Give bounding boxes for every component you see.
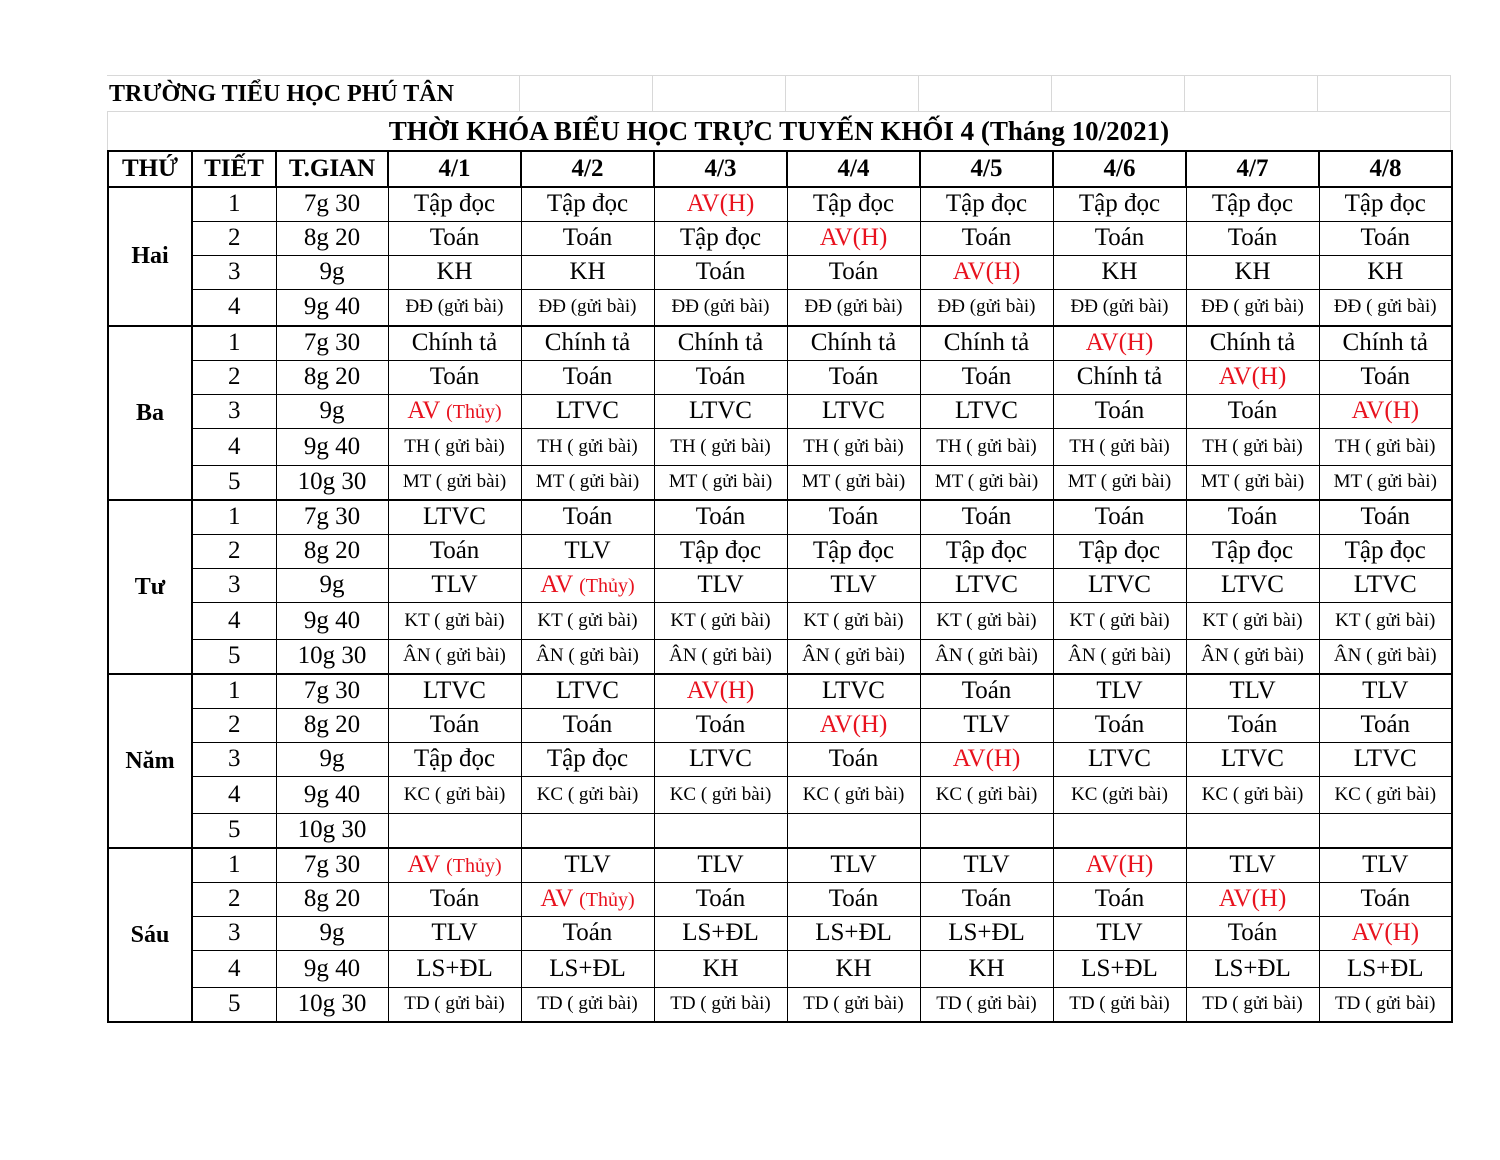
subject-cell: TLV (920, 708, 1053, 742)
subject-cell: Toán (787, 255, 920, 289)
subject-cell: Toán (920, 674, 1053, 708)
period-cell: 3 (192, 394, 276, 428)
subject-cell: LTVC (521, 674, 654, 708)
subject-cell: MT ( gửi bài) (388, 465, 521, 500)
subject-cell: Toán (388, 360, 521, 394)
subject-cell: ÂN ( gửi bài) (388, 639, 521, 674)
subject-cell: TLV (787, 848, 920, 882)
subject-cell: AV(H) (1186, 882, 1319, 916)
time-cell: 8g 20 (276, 360, 388, 394)
subject-cell: ĐĐ (gửi bài) (920, 289, 1053, 326)
subject-cell: LS+ĐL (787, 916, 920, 950)
time-cell: 8g 20 (276, 708, 388, 742)
subject-cell: Chính tả (654, 326, 787, 360)
subject-cell: Tập đọc (787, 534, 920, 568)
subject-cell: MT ( gửi bài) (1186, 465, 1319, 500)
table-row (108, 776, 1452, 813)
table-row (108, 602, 1452, 639)
subject-cell: ÂN ( gửi bài) (1319, 639, 1452, 674)
table-row (108, 221, 1452, 255)
table-row (108, 950, 1452, 987)
subject-cell: LTVC (521, 394, 654, 428)
subject-cell: Toán (1053, 221, 1186, 255)
timetable-title: THỜI KHÓA BIỂU HỌC TRỰC TUYẾN KHỐI 4 (Tháng 10/2021) (107, 111, 1451, 150)
subject-cell: MT ( gửi bài) (1319, 465, 1452, 500)
subject-cell: KT ( gửi bài) (388, 602, 521, 639)
subject-cell: AV(H) (1319, 916, 1452, 950)
day-cell: Hai (108, 187, 192, 326)
header-cell: 4/3 (654, 151, 787, 187)
header-cell: 4/5 (920, 151, 1053, 187)
subject-cell: MT ( gửi bài) (521, 465, 654, 500)
subject-cell (787, 813, 920, 848)
time-cell: 7g 30 (276, 674, 388, 708)
subject-cell: Toán (521, 916, 654, 950)
time-cell: 9g (276, 255, 388, 289)
subject-cell: LTVC (1186, 568, 1319, 602)
subject-cell: TLV (920, 848, 1053, 882)
subject-cell: TLV (1186, 674, 1319, 708)
subject-cell (1186, 813, 1319, 848)
school-row (107, 75, 1451, 111)
period-cell: 1 (192, 848, 276, 882)
period-cell: 5 (192, 813, 276, 848)
subject-cell: Tập đọc (388, 742, 521, 776)
subject-cell: Toán (920, 360, 1053, 394)
subject-cell: Tập đọc (787, 187, 920, 221)
period-cell: 1 (192, 187, 276, 221)
subject-cell: TLV (654, 568, 787, 602)
subject-cell: LTVC (787, 674, 920, 708)
subject-cell: TD ( gửi bài) (521, 987, 654, 1022)
subject-cell: AV(H) (787, 708, 920, 742)
subject-cell: ÂN ( gửi bài) (920, 639, 1053, 674)
subject-cell: KH (920, 950, 1053, 987)
subject-cell: ĐĐ (gửi bài) (654, 289, 787, 326)
time-cell: 9g 40 (276, 289, 388, 326)
subject-cell: Toán (1186, 916, 1319, 950)
header-cell: 4/6 (1053, 151, 1186, 187)
table-row (108, 428, 1452, 465)
period-cell: 4 (192, 289, 276, 326)
subject-cell: AV(H) (1319, 394, 1452, 428)
subject-cell: Chính tả (388, 326, 521, 360)
time-cell: 10g 30 (276, 813, 388, 848)
subject-cell: TLV (1319, 674, 1452, 708)
subject-cell: KC ( gửi bài) (654, 776, 787, 813)
subject-cell: Toán (388, 221, 521, 255)
subject-cell: AV(H) (787, 221, 920, 255)
table-row (108, 360, 1452, 394)
subject-cell: TH ( gửi bài) (388, 428, 521, 465)
subject-cell (521, 813, 654, 848)
table-row (108, 848, 1452, 882)
period-cell: 3 (192, 255, 276, 289)
header-cell: THỨ (108, 151, 192, 187)
subject-cell: ĐĐ (gửi bài) (787, 289, 920, 326)
header-cell: 4/2 (521, 151, 654, 187)
time-cell: 9g (276, 742, 388, 776)
subject-cell: KC ( gửi bài) (1319, 776, 1452, 813)
subject-cell: AV (Thủy) (388, 848, 521, 882)
timetable-sheet (107, 75, 1451, 1023)
table-row (108, 916, 1452, 950)
subject-cell: LS+ĐL (1053, 950, 1186, 987)
subject-cell: Toán (787, 882, 920, 916)
subject-cell: Toán (1186, 394, 1319, 428)
period-cell: 2 (192, 708, 276, 742)
subject-cell: TH ( gửi bài) (920, 428, 1053, 465)
table-row (108, 639, 1452, 674)
subject-cell: KH (388, 255, 521, 289)
subject-cell: Toán (787, 742, 920, 776)
period-cell: 5 (192, 987, 276, 1022)
time-cell: 8g 20 (276, 534, 388, 568)
subject-cell: Toán (654, 500, 787, 534)
subject-cell: TLV (1053, 916, 1186, 950)
period-cell: 1 (192, 326, 276, 360)
subject-cell: AV(H) (654, 187, 787, 221)
subject-cell: KH (787, 950, 920, 987)
subject-cell: TD ( gửi bài) (1319, 987, 1452, 1022)
time-cell: 9g (276, 568, 388, 602)
subject-cell: ÂN ( gửi bài) (1186, 639, 1319, 674)
subject-cell: Tập đọc (388, 187, 521, 221)
subject-cell: Chính tả (1053, 360, 1186, 394)
day-cell: Năm (108, 674, 192, 848)
subject-cell: TD ( gửi bài) (787, 987, 920, 1022)
subject-cell: KT ( gửi bài) (521, 602, 654, 639)
time-cell: 7g 30 (276, 187, 388, 221)
subject-cell: TH ( gửi bài) (654, 428, 787, 465)
subject-cell: TLV (1053, 674, 1186, 708)
table-row (108, 708, 1452, 742)
subject-cell: LS+ĐL (1319, 950, 1452, 987)
subject-cell: MT ( gửi bài) (1053, 465, 1186, 500)
subject-cell: Toán (1319, 708, 1452, 742)
subject-cell: TLV (521, 848, 654, 882)
subject-cell: Tập đọc (920, 187, 1053, 221)
subject-cell: Toán (654, 360, 787, 394)
subject-cell: TH ( gửi bài) (1053, 428, 1186, 465)
subject-cell: LTVC (1053, 742, 1186, 776)
subject-cell: LTVC (388, 500, 521, 534)
header-cell: 4/4 (787, 151, 920, 187)
subject-cell: AV(H) (920, 742, 1053, 776)
subject-cell: KC (gửi bài) (1053, 776, 1186, 813)
subject-cell: AV (Thủy) (388, 394, 521, 428)
subject-cell: TH ( gửi bài) (787, 428, 920, 465)
subject-cell: AV(H) (1186, 360, 1319, 394)
period-cell: 2 (192, 882, 276, 916)
subject-cell: KH (1319, 255, 1452, 289)
time-cell: 9g 40 (276, 776, 388, 813)
subject-cell: KT ( gửi bài) (1186, 602, 1319, 639)
time-cell: 10g 30 (276, 987, 388, 1022)
table-row (108, 882, 1452, 916)
subject-cell: Toán (521, 360, 654, 394)
subject-cell: TLV (787, 568, 920, 602)
table-row (108, 500, 1452, 534)
subject-cell: Tập đọc (920, 534, 1053, 568)
subject-cell: TLV (1319, 848, 1452, 882)
time-cell: 10g 30 (276, 465, 388, 500)
subject-cell: AV (Thủy) (521, 882, 654, 916)
table-row (108, 987, 1452, 1022)
table-row (108, 394, 1452, 428)
subject-cell: Toán (1186, 500, 1319, 534)
subject-cell: Toán (521, 500, 654, 534)
subject-cell: Chính tả (787, 326, 920, 360)
subject-cell: AV(H) (1053, 848, 1186, 882)
period-cell: 3 (192, 568, 276, 602)
subject-cell: LTVC (787, 394, 920, 428)
subject-cell: Tập đọc (1053, 187, 1186, 221)
subject-cell: TD ( gửi bài) (1053, 987, 1186, 1022)
subject-cell: Tập đọc (1053, 534, 1186, 568)
subject-cell: Chính tả (1186, 326, 1319, 360)
subject-cell: KH (1053, 255, 1186, 289)
period-cell: 3 (192, 916, 276, 950)
subject-cell: Chính tả (521, 326, 654, 360)
period-cell: 5 (192, 639, 276, 674)
subject-cell: AV(H) (1053, 326, 1186, 360)
period-cell: 4 (192, 776, 276, 813)
subject-cell: TLV (654, 848, 787, 882)
subject-cell: AV (Thủy) (521, 568, 654, 602)
subject-cell: Toán (920, 882, 1053, 916)
subject-cell: MT ( gửi bài) (787, 465, 920, 500)
subject-cell: Toán (521, 708, 654, 742)
subject-cell: Tập đọc (521, 742, 654, 776)
subject-cell: TD ( gửi bài) (1186, 987, 1319, 1022)
period-cell: 2 (192, 534, 276, 568)
subject-cell: KC ( gửi bài) (920, 776, 1053, 813)
subject-cell: LTVC (654, 742, 787, 776)
period-cell: 4 (192, 950, 276, 987)
subject-cell: TD ( gửi bài) (654, 987, 787, 1022)
subject-cell: Tập đọc (521, 187, 654, 221)
subject-cell: TD ( gửi bài) (920, 987, 1053, 1022)
time-cell: 9g 40 (276, 950, 388, 987)
period-cell: 2 (192, 360, 276, 394)
subject-cell: Toán (787, 360, 920, 394)
subject-cell: KT ( gửi bài) (920, 602, 1053, 639)
table-row (108, 465, 1452, 500)
subject-cell: TLV (388, 568, 521, 602)
subject-cell (920, 813, 1053, 848)
subject-cell: Tập đọc (654, 534, 787, 568)
subject-cell: AV(H) (920, 255, 1053, 289)
subject-cell: KT ( gửi bài) (1319, 602, 1452, 639)
subject-cell: TLV (521, 534, 654, 568)
subject-cell (1319, 813, 1452, 848)
subject-cell (1053, 813, 1186, 848)
subject-cell: ĐĐ ( gửi bài) (1319, 289, 1452, 326)
period-cell: 4 (192, 602, 276, 639)
period-cell: 1 (192, 674, 276, 708)
time-cell: 8g 20 (276, 882, 388, 916)
subject-cell: Toán (1053, 394, 1186, 428)
subject-cell: LTVC (1186, 742, 1319, 776)
subject-cell: LTVC (1053, 568, 1186, 602)
subject-cell: Tập đọc (1186, 187, 1319, 221)
time-cell: 9g 40 (276, 428, 388, 465)
subject-cell: LTVC (1319, 568, 1452, 602)
subject-cell: Toán (654, 255, 787, 289)
time-cell: 8g 20 (276, 221, 388, 255)
table-row (108, 289, 1452, 326)
subject-cell: TH ( gửi bài) (1186, 428, 1319, 465)
subject-cell: LS+ĐL (521, 950, 654, 987)
subject-cell: ÂN ( gửi bài) (654, 639, 787, 674)
subject-cell: Toán (1319, 360, 1452, 394)
subject-cell (388, 813, 521, 848)
subject-cell: MT ( gửi bài) (920, 465, 1053, 500)
timetable-body (108, 187, 1452, 1022)
subject-cell: Toán (654, 882, 787, 916)
subject-cell: Toán (1186, 708, 1319, 742)
subject-cell: Toán (1186, 221, 1319, 255)
subject-cell: KC ( gửi bài) (1186, 776, 1319, 813)
header-cell: 4/8 (1319, 151, 1452, 187)
subject-cell: KH (521, 255, 654, 289)
header-cell: 4/7 (1186, 151, 1319, 187)
table-row (108, 568, 1452, 602)
subject-cell: Toán (1053, 708, 1186, 742)
header-cell: 4/1 (388, 151, 521, 187)
subject-cell: Toán (1319, 221, 1452, 255)
table-row (108, 674, 1452, 708)
subject-cell: LTVC (388, 674, 521, 708)
table-row (108, 255, 1452, 289)
subject-cell: KT ( gửi bài) (654, 602, 787, 639)
subject-cell: TLV (388, 916, 521, 950)
subject-cell: Tập đọc (1319, 187, 1452, 221)
subject-cell: Toán (1319, 500, 1452, 534)
timetable (107, 150, 1453, 1023)
period-cell: 4 (192, 428, 276, 465)
subject-cell: Toán (388, 708, 521, 742)
subject-cell: ĐĐ (gửi bài) (521, 289, 654, 326)
time-cell: 10g 30 (276, 639, 388, 674)
table-row (108, 326, 1452, 360)
subject-cell: ĐĐ (gửi bài) (1053, 289, 1186, 326)
subject-cell: Toán (388, 882, 521, 916)
subject-cell: ĐĐ (gửi bài) (388, 289, 521, 326)
subject-cell: KT ( gửi bài) (1053, 602, 1186, 639)
subject-cell: TD ( gửi bài) (388, 987, 521, 1022)
subject-cell: Toán (388, 534, 521, 568)
subject-cell: LTVC (920, 568, 1053, 602)
subject-cell: ÂN ( gửi bài) (787, 639, 920, 674)
subject-cell: Toán (787, 500, 920, 534)
period-cell: 1 (192, 500, 276, 534)
subject-cell: TH ( gửi bài) (521, 428, 654, 465)
subject-cell: LS+ĐL (920, 916, 1053, 950)
subject-cell: LTVC (654, 394, 787, 428)
table-row (108, 742, 1452, 776)
subject-cell: KC ( gửi bài) (521, 776, 654, 813)
subject-cell: LTVC (1319, 742, 1452, 776)
subject-cell: KH (1186, 255, 1319, 289)
subject-cell: Toán (1053, 882, 1186, 916)
table-row (108, 813, 1452, 848)
subject-cell: LS+ĐL (654, 916, 787, 950)
header-cell: T.GIAN (276, 151, 388, 187)
subject-cell: Chính tả (920, 326, 1053, 360)
period-cell: 2 (192, 221, 276, 255)
subject-cell: KC ( gửi bài) (388, 776, 521, 813)
subject-cell: MT ( gửi bài) (654, 465, 787, 500)
subject-cell: TH ( gửi bài) (1319, 428, 1452, 465)
table-row (108, 187, 1452, 221)
subject-cell: KC ( gửi bài) (787, 776, 920, 813)
subject-cell: Tập đọc (1186, 534, 1319, 568)
subject-cell: Tập đọc (1319, 534, 1452, 568)
subject-cell: ĐĐ ( gửi bài) (1186, 289, 1319, 326)
time-cell: 7g 30 (276, 500, 388, 534)
subject-cell: Tập đọc (654, 221, 787, 255)
subject-cell: Toán (920, 221, 1053, 255)
subject-cell: LS+ĐL (1186, 950, 1319, 987)
period-cell: 3 (192, 742, 276, 776)
subject-cell: ÂN ( gửi bài) (1053, 639, 1186, 674)
time-cell: 9g (276, 394, 388, 428)
subject-cell: KT ( gửi bài) (787, 602, 920, 639)
subject-cell: Toán (920, 500, 1053, 534)
period-cell: 5 (192, 465, 276, 500)
subject-cell: Toán (654, 708, 787, 742)
subject-cell: Toán (1053, 500, 1186, 534)
time-cell: 9g 40 (276, 602, 388, 639)
time-cell: 7g 30 (276, 848, 388, 882)
time-cell: 7g 30 (276, 326, 388, 360)
subject-cell: Toán (521, 221, 654, 255)
header-row (108, 151, 1452, 187)
header-cell: TIẾT (192, 151, 276, 187)
subject-cell (654, 813, 787, 848)
day-cell: Sáu (108, 848, 192, 1022)
table-row (108, 534, 1452, 568)
subject-cell: Toán (1319, 882, 1452, 916)
subject-cell: LS+ĐL (388, 950, 521, 987)
time-cell: 9g (276, 916, 388, 950)
subject-cell: Chính tả (1319, 326, 1452, 360)
subject-cell: KH (654, 950, 787, 987)
day-cell: Tư (108, 500, 192, 674)
subject-cell: ÂN ( gửi bài) (521, 639, 654, 674)
subject-cell: LTVC (920, 394, 1053, 428)
subject-cell: TLV (1186, 848, 1319, 882)
subject-cell: AV(H) (654, 674, 787, 708)
day-cell: Ba (108, 326, 192, 500)
school-name: TRƯỜNG TIỂU HỌC PHÚ TÂN (107, 75, 519, 111)
